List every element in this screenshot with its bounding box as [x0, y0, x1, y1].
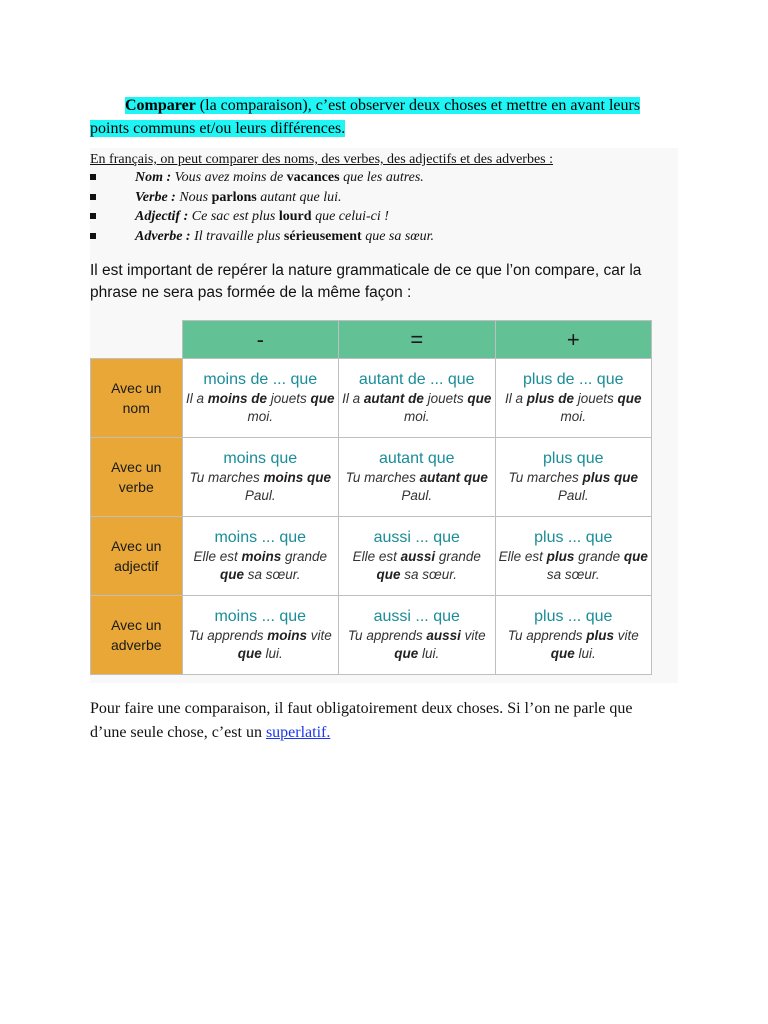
table-cell — [495, 438, 652, 517]
cell-example: Tu apprends plus vite que lui. — [507, 628, 639, 661]
cell-example: Il a plus de jouets que moi. — [504, 391, 642, 424]
table-row — [91, 596, 652, 675]
column-header-minus: - — [182, 321, 339, 359]
row-header-nom: Avec un nom — [91, 359, 183, 438]
cell-formula: moins que — [223, 450, 298, 467]
cell-example: Il a autant de jouets que moi. — [342, 391, 492, 424]
table-corner — [91, 321, 183, 359]
list-lead: En français, on peut comparer des noms, des verbes, des adjectifs et des adverbes : — [90, 152, 554, 167]
column-header-equal: = — [339, 321, 496, 359]
cell-formula: autant de ... que — [358, 371, 475, 388]
table-row — [91, 517, 652, 596]
cell-example: Elle est moins grande que sa sœur. — [193, 549, 328, 582]
item-label: Adverbe : — [135, 228, 191, 244]
intro-term: Comparer — [125, 97, 196, 114]
cell-example: Tu apprends moins vite que lui. — [188, 628, 332, 661]
cell-example: Tu marches plus que Paul. — [508, 470, 639, 503]
bullet-icon — [90, 174, 96, 180]
table-cell — [495, 596, 652, 675]
table-cell — [339, 596, 496, 675]
table-cell — [182, 596, 339, 675]
cell-example: Tu marches autant que Paul. — [345, 470, 488, 503]
cell-example: Elle est aussi grande que sa sœur. — [352, 549, 481, 582]
table-header-row — [91, 321, 652, 359]
table-cell — [495, 517, 652, 596]
cell-formula: moins ... que — [214, 529, 307, 546]
table-cell — [182, 359, 339, 438]
content-block — [90, 148, 678, 683]
cell-formula: plus ... que — [534, 529, 613, 546]
cell-formula: moins ... que — [214, 608, 307, 625]
intro-text: (la comparaison), c’est observer deux choses et mettre en avant leurs points communs et/ou leurs différences. — [90, 97, 641, 137]
cell-example: Il a moins de jouets que moi. — [185, 391, 335, 424]
cell-formula: aussi ... que — [373, 529, 460, 546]
cell-formula: plus de ... que — [522, 371, 624, 388]
cell-formula: plus ... que — [534, 608, 613, 625]
cell-example: Elle est plus grande que sa sœur. — [498, 549, 648, 582]
list-item: Adverbe : Il travaille plus sérieusement que sa sœur. — [90, 227, 434, 247]
list-item: Verbe : Nous parlons autant que lui. — [90, 188, 434, 208]
bullet-icon — [90, 233, 96, 239]
bullet-icon — [90, 213, 96, 219]
bullet-icon — [90, 194, 96, 200]
intro-paragraph — [90, 94, 660, 140]
column-header-plus: + — [495, 321, 652, 359]
row-header-verbe: Avec un verbe — [91, 438, 183, 517]
table-row — [91, 438, 652, 517]
table-cell — [339, 438, 496, 517]
table-cell — [339, 517, 496, 596]
item-label: Nom : — [135, 170, 172, 185]
cell-example: Tu marches moins que Paul. — [189, 470, 332, 503]
table-cell — [495, 359, 652, 438]
conclusion-text: Pour faire une comparaison, il faut obligatoirement deux choses. Si l’on ne parle que d’une seule chose, c’est un — [90, 700, 633, 741]
cell-formula: aussi ... que — [373, 608, 460, 625]
row-header-adverbe: Avec un adverbe — [91, 596, 183, 675]
cell-formula: moins de ... que — [203, 371, 318, 388]
cell-formula: plus que — [543, 450, 604, 467]
list-item: Adjectif : Ce sac est plus lourd que celui-ci ! — [90, 207, 434, 227]
row-header-adjectif: Avec un adjectif — [91, 517, 183, 596]
table-row — [91, 359, 652, 438]
item-label: Verbe : — [135, 189, 176, 205]
explanation-paragraph: Il est important de repérer la nature grammaticale de ce que l’on compare, car la phrase ne sera pas formée de la même façon : — [90, 262, 642, 301]
list-item: Nom : Vous avez moins de vacances que les autres. — [90, 168, 434, 188]
item-label: Adjectif : — [135, 209, 189, 224]
cell-formula: autant que — [378, 450, 455, 467]
conclusion-paragraph — [90, 697, 670, 745]
example-list — [90, 168, 434, 246]
comparison-table — [90, 320, 652, 675]
superlatif-link[interactable]: superlatif. — [265, 724, 331, 741]
table-cell — [339, 359, 496, 438]
table-cell — [182, 438, 339, 517]
cell-example: Tu apprends aussi vite que lui. — [347, 628, 486, 661]
table-cell — [182, 517, 339, 596]
